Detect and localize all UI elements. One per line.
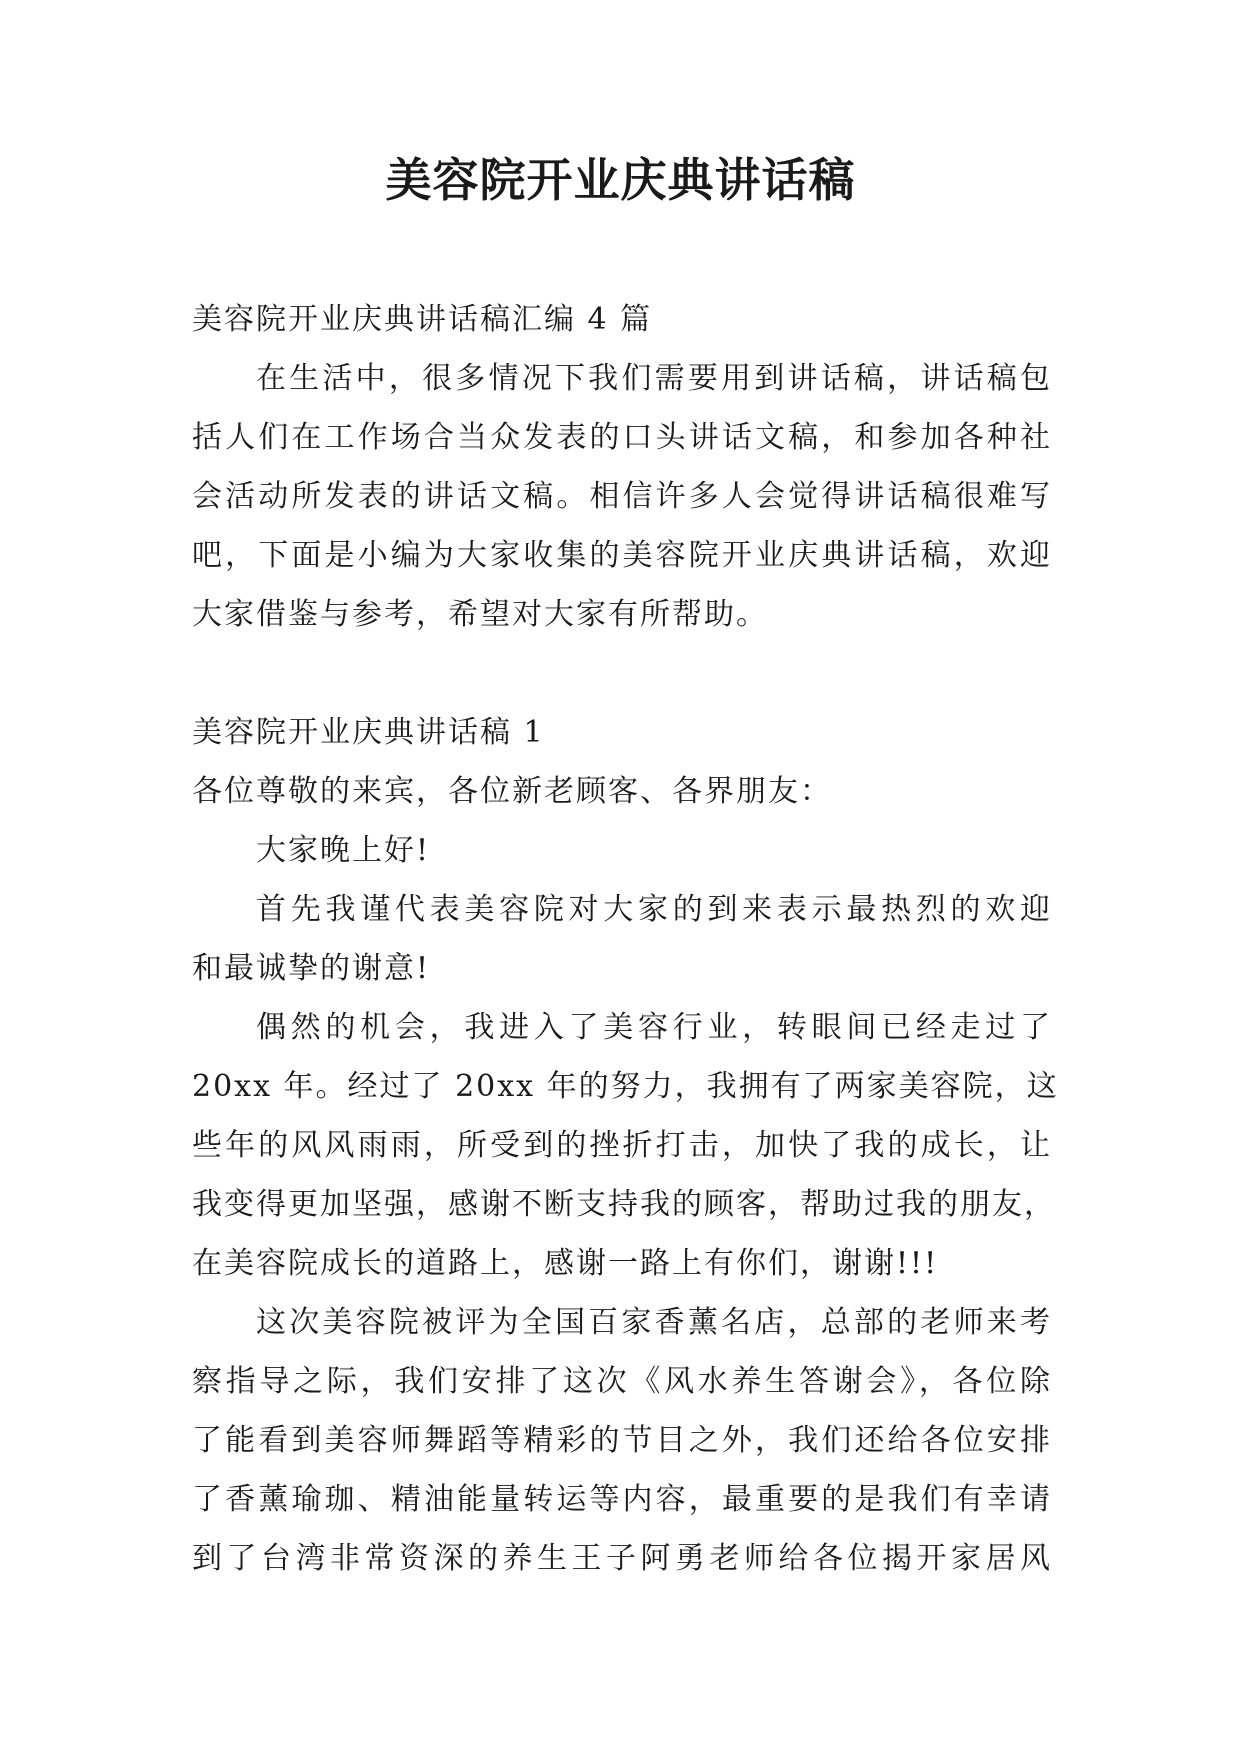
section-heading: 美容院开业庆典讲话稿 1	[192, 715, 545, 750]
paragraph-line: 20xx 年。经过了 20xx 年的努力，我拥有了两家美容院，这	[192, 1069, 1059, 1104]
paragraph-line: 首先我谨代表美容院对大家的到来表示最热烈的欢迎	[256, 892, 1052, 927]
paragraph-line: 些年的风风雨雨，所受到的挫折打击，加快了我的成长，让	[192, 1128, 1052, 1163]
paragraph-line: 这次美容院被评为全国百家香薰名店，总部的老师来考	[256, 1305, 1052, 1340]
intro-line: 在生活中，很多情况下我们需要用到讲话稿，讲话稿包	[256, 361, 1052, 396]
paragraph-welcome	[192, 880, 1052, 998]
document-subtitle: 美容院开业庆典讲话稿汇编 4 篇	[192, 302, 653, 337]
paragraph-line: 和最诚挚的谢意!	[192, 951, 431, 986]
paragraph-line: 我变得更加坚强，感谢不断支持我的顾客，帮助过我的朋友，	[192, 1187, 1056, 1222]
paragraph-gap	[192, 644, 1052, 703]
paragraph-line: 了能看到美容师舞蹈等精彩的节目之外，我们还给各位安排	[192, 1423, 1052, 1458]
paragraph-line: 到了台湾非常资深的养生王子阿勇老师给各位揭开家居风	[192, 1541, 1052, 1576]
document-title: 美容院开业庆典讲话稿	[385, 153, 856, 207]
intro-line: 括人们在工作场合当众发表的口头讲话文稿，和参加各种社	[192, 420, 1052, 455]
greeting: 大家晚上好!	[256, 833, 431, 868]
paragraph-event	[192, 1293, 1052, 1588]
paragraph-line: 在美容院成长的道路上，感谢一路上有你们，谢谢!!!	[192, 1246, 939, 1281]
salutation: 各位尊敬的来宾，各位新老顾客、各界朋友：	[192, 774, 832, 809]
document-body	[192, 290, 1059, 1588]
paragraph-line: 察指导之际，我们安排了这次《风水养生答谢会》，各位除	[192, 1364, 1052, 1399]
intro-line: 会活动所发表的讲话文稿。相信许多人会觉得讲话稿很难写	[192, 479, 1052, 514]
paragraph-line: 偶然的机会，我进入了美容行业，转眼间已经走过了	[256, 1010, 1052, 1045]
intro-paragraph	[192, 349, 1052, 644]
intro-line: 大家借鉴与参考，希望对大家有所帮助。	[192, 597, 768, 632]
paragraph-line: 了香薰瑜珈、精油能量转运等内容，最重要的是我们有幸请	[192, 1482, 1052, 1517]
intro-line: 吧，下面是小编为大家收集的美容院开业庆典讲话稿，欢迎	[192, 538, 1052, 573]
paragraph-career	[192, 998, 1059, 1293]
